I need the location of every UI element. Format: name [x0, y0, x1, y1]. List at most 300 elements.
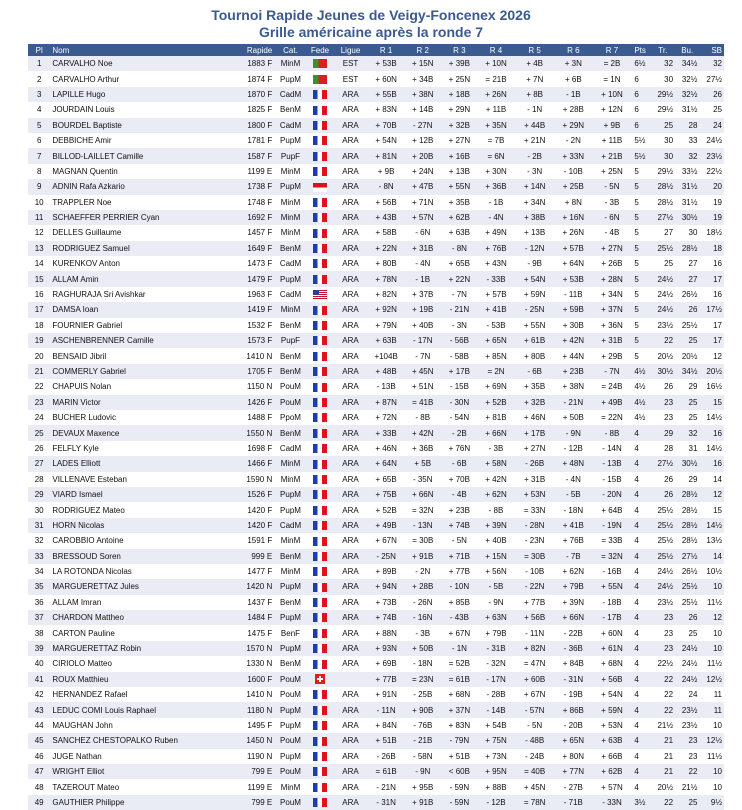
round-result-r2: - 6N — [415, 228, 431, 238]
column-header-pl[interactable]: Pl — [35, 45, 43, 55]
round-result-r4: - 3B — [488, 443, 504, 453]
category-cell: CadM — [279, 89, 302, 99]
place-cell: 39 — [34, 644, 44, 654]
rating-cell: 1420 F — [247, 505, 273, 515]
category-cell: PouM — [280, 397, 301, 407]
round-result-r5: = 78N — [523, 797, 546, 807]
round-result-r5: - 23N — [524, 536, 545, 546]
round-result-r4: + 95N — [485, 767, 507, 777]
player-name[interactable]: BILLOD-LAILLET Camille — [52, 151, 144, 161]
category-cell: PupM — [280, 505, 301, 515]
player-name[interactable]: RODRIGUEZ Samuel — [52, 243, 130, 253]
league-cell: ARA — [342, 720, 359, 730]
france-flag-icon — [313, 306, 327, 315]
sonneborn-berger-cell: 14 — [713, 474, 722, 484]
round-result-r3: - 1N — [451, 644, 467, 654]
round-result-r7: - 4B — [604, 228, 620, 238]
rating-cell: 1457 F — [247, 228, 273, 238]
table-row — [28, 749, 724, 764]
round-result-r1: + 9B — [377, 166, 395, 176]
column-header-r-5[interactable]: R 5 — [528, 45, 541, 55]
round-result-r5: + 56B — [524, 613, 546, 623]
tiebreak-tr-cell: 30½ — [657, 367, 674, 376]
table-row — [28, 610, 724, 625]
player-name[interactable]: BOURDEL Baptiste — [52, 120, 122, 130]
category-cell: PouM — [280, 767, 301, 777]
round-result-r1: + 51B — [375, 736, 397, 746]
player-name[interactable]: MAUGHAN John — [52, 720, 113, 730]
federation-cell — [307, 164, 333, 179]
points-cell: 4 — [634, 536, 639, 546]
round-result-r1: + 69B — [375, 659, 397, 669]
round-result-r5: - 28N — [524, 520, 545, 530]
place-cell: 14 — [34, 259, 44, 269]
sonneborn-berger-cell: 19 — [713, 197, 722, 207]
player-name[interactable]: LEDUC COMI Louis Raphael — [52, 705, 156, 715]
round-result-r4: + 10N — [485, 59, 507, 69]
league-cell: ARA — [342, 613, 359, 623]
place-cell: 4 — [36, 105, 42, 115]
round-result-r1: + 81N — [375, 151, 397, 161]
place-cell: 16 — [34, 290, 44, 300]
round-result-r5: + 61B — [524, 336, 546, 346]
rating-cell: 799 E — [251, 797, 273, 807]
round-result-r5: - 5N — [527, 720, 543, 730]
federation-cell — [307, 118, 333, 133]
points-cell: 5 — [634, 305, 639, 315]
points-cell: 5 — [634, 259, 639, 269]
place-cell: 48 — [34, 782, 44, 792]
category-cell: CadM — [279, 290, 302, 300]
france-flag-icon — [313, 690, 327, 699]
rating-cell: 1450 N — [246, 736, 273, 746]
player-name[interactable]: RAGHURAJA Sri Avishkar — [52, 290, 146, 300]
sonneborn-berger-cell: 15 — [713, 397, 722, 407]
round-result-r6: + 30B — [562, 320, 584, 330]
federation-cell — [307, 579, 333, 594]
column-header-r-3[interactable]: R 3 — [453, 45, 466, 55]
place-cell: 21 — [34, 367, 44, 376]
round-result-r4: + 69N — [485, 382, 507, 392]
category-cell: PupM — [280, 644, 301, 654]
rating-cell: 1330 N — [246, 659, 273, 669]
round-result-r2: - 21B — [413, 736, 433, 746]
player-name[interactable]: DEVAUX Maxence — [52, 428, 120, 438]
round-result-r3: - 54N — [449, 413, 470, 423]
column-header-bu[interactable]: Bu. — [681, 45, 694, 55]
column-header-ligue[interactable]: Ligue — [340, 45, 361, 55]
player-name[interactable]: ROUX Matthieu — [52, 674, 109, 684]
category-cell: PouM — [280, 690, 301, 700]
round-result-r6: + 57B — [562, 243, 584, 253]
rating-cell: 1738 F — [247, 182, 273, 192]
buchholz-cell: 22 — [688, 767, 698, 777]
round-result-r3: + 71B — [448, 551, 470, 561]
rating-cell: 1150 N — [247, 382, 273, 392]
player-name[interactable]: VILLENAVE Esteban — [52, 474, 127, 484]
points-cell: 4½ — [634, 382, 646, 392]
player-name[interactable]: TAZEROUT Mateo — [52, 782, 120, 792]
france-flag-icon — [313, 460, 327, 469]
federation-cell — [307, 287, 333, 302]
france-flag-icon — [313, 613, 327, 622]
round-result-r2: + 28B — [412, 582, 434, 592]
category-cell: MinM — [280, 567, 301, 577]
round-result-r1: + 65B — [375, 474, 397, 484]
player-name[interactable]: HORN Nicolas — [52, 520, 105, 530]
player-name[interactable]: CHAPUIS Nolan — [52, 382, 112, 392]
rating-cell: 1410 N — [246, 690, 273, 700]
table-row — [28, 118, 724, 133]
table-row — [28, 164, 724, 179]
column-header-r-1[interactable]: R 1 — [379, 45, 393, 55]
round-result-r2: + 20B — [412, 151, 434, 161]
place-cell: 42 — [34, 690, 44, 700]
round-result-r6: + 39N — [562, 597, 585, 607]
page-title: Tournoi Rapide Jeunes de Veigy-Foncenex 2026 — [211, 7, 531, 23]
points-cell: 4 — [634, 767, 639, 777]
round-result-r2: + 57N — [411, 213, 434, 223]
place-cell: 20 — [34, 351, 44, 361]
column-header-sb[interactable]: SB — [711, 45, 722, 55]
player-name[interactable]: CAROBBIO Antoine — [52, 536, 124, 546]
round-result-r5: + 13B — [524, 228, 546, 238]
buchholz-cell: 24 — [688, 690, 698, 700]
round-result-r7: + 25N — [601, 166, 623, 176]
player-name[interactable]: CARVALHO Arthur — [52, 74, 120, 84]
round-result-r4: + 63N — [485, 613, 507, 623]
sonneborn-berger-cell: 26 — [713, 89, 722, 99]
table-row — [28, 518, 724, 533]
round-result-r6: + 6B — [564, 74, 582, 84]
round-result-r4: - 9N — [488, 597, 504, 607]
tiebreak-tr-cell: 23 — [664, 397, 674, 407]
round-result-r7: - 3B — [604, 197, 620, 207]
buchholz-cell: 28 — [688, 120, 698, 130]
round-result-r3: + 76N — [448, 443, 471, 453]
league-cell: ARA — [342, 290, 359, 300]
rating-cell: 1649 F — [247, 243, 273, 253]
rating-cell: 1473 F — [247, 259, 273, 269]
round-result-r2: - 4N — [415, 259, 431, 269]
league-cell: ARA — [342, 597, 359, 607]
round-result-r4: + 41B — [485, 305, 507, 315]
player-name[interactable]: CARVALHO Noe — [52, 59, 113, 69]
buchholz-cell: 23½ — [681, 705, 698, 715]
usa-flag-icon — [313, 290, 327, 299]
player-name[interactable]: LA ROTONDA Nicolas — [52, 567, 132, 577]
player-name[interactable]: MARGUERETTAZ Jules — [52, 582, 139, 592]
round-result-r7: - 5N — [604, 182, 620, 192]
column-header-r-2[interactable]: R 2 — [416, 45, 429, 55]
round-result-r3: - 58B — [449, 351, 469, 361]
player-name[interactable]: RODRIGUEZ Mateo — [52, 505, 125, 515]
round-result-r2: - 58N — [412, 751, 433, 761]
player-name[interactable]: CHARDON Mattheo — [52, 613, 124, 623]
place-cell: 6 — [36, 136, 42, 146]
france-flag-icon — [313, 213, 327, 222]
round-result-r2: - 16N — [412, 613, 433, 623]
round-result-r3: - 10N — [449, 582, 470, 592]
round-result-r7: - 8B — [604, 428, 620, 438]
round-result-r1: + 22N — [375, 243, 397, 253]
column-header-r-4[interactable]: R 4 — [489, 45, 503, 55]
round-result-r5: - 9B — [527, 259, 542, 269]
round-result-r6: + 80N — [562, 751, 585, 761]
player-name[interactable]: SANCHEZ CHESTOPALKO Ruben — [52, 736, 178, 746]
round-result-r4: + 76B — [485, 243, 507, 253]
player-name[interactable]: MARGUERETTAZ Robin — [52, 644, 142, 654]
france-flag-icon — [313, 783, 327, 792]
france-flag-icon — [313, 244, 327, 253]
sonneborn-berger-cell: 9½ — [710, 797, 722, 807]
rating-cell: 1190 N — [247, 751, 273, 761]
table-row — [28, 210, 724, 225]
player-name[interactable]: DELLES Guillaume — [52, 228, 122, 238]
rating-cell: 1591 F — [247, 536, 273, 546]
table-row — [28, 549, 724, 564]
player-name[interactable]: FELFLY Kyle — [52, 443, 99, 453]
table-row — [28, 687, 724, 702]
tiebreak-tr-cell: 29½ — [657, 105, 674, 115]
round-result-r3: + 27N — [448, 136, 471, 146]
sonneborn-berger-cell: 23½ — [706, 151, 722, 161]
table-row — [28, 533, 724, 548]
round-result-r7: - 17B — [602, 613, 622, 623]
rating-cell: 1484 F — [247, 613, 273, 623]
place-cell: 19 — [34, 336, 44, 346]
column-header-fede[interactable]: Fede — [310, 45, 330, 55]
player-name[interactable]: LADES Elliott — [52, 459, 101, 469]
rating-cell: 1800 F — [247, 120, 273, 130]
tiebreak-tr-cell: 23½ — [657, 320, 674, 330]
round-result-r4: + 57B — [485, 290, 507, 300]
player-name[interactable]: CARTON Pauline — [52, 628, 115, 638]
category-cell: MinM — [280, 228, 301, 238]
place-cell: 7 — [36, 151, 42, 161]
points-cell: 4 — [634, 690, 639, 700]
player-name[interactable]: SCHAEFFER PERRIER Cyan — [52, 213, 160, 223]
points-cell: 4 — [634, 705, 639, 715]
round-result-r1: + 72N — [375, 413, 397, 423]
round-result-r7: + 60N — [601, 628, 623, 638]
federation-cell — [307, 702, 333, 717]
points-cell: 3½ — [634, 797, 646, 807]
player-name[interactable]: MARIN Victor — [52, 397, 101, 407]
player-name[interactable]: HERNANDEZ Rafael — [52, 690, 128, 700]
federation-cell — [307, 364, 333, 379]
buchholz-cell: 21½ — [681, 782, 698, 792]
round-result-r2: - 76B — [413, 720, 433, 730]
round-result-r3: + 25N — [448, 74, 471, 84]
round-result-r3: + 62B — [448, 213, 470, 223]
league-cell: ARA — [342, 628, 359, 638]
place-cell: 24 — [34, 413, 44, 423]
sonneborn-berger-cell: 24 — [713, 120, 722, 130]
sonneborn-berger-cell: 27½ — [706, 74, 722, 84]
table-row — [28, 625, 724, 640]
round-result-r1: + 84N — [375, 720, 397, 730]
table-row — [28, 595, 724, 610]
sonneborn-berger-cell: 14½ — [706, 413, 722, 423]
round-result-r1: + 64N — [375, 459, 397, 469]
rating-cell: 1590 N — [246, 474, 273, 484]
round-result-r7: + 68N — [601, 659, 623, 669]
rating-cell: 1199 E — [247, 782, 273, 792]
buchholz-cell: 23 — [688, 751, 698, 761]
round-result-r6: + 64N — [562, 259, 585, 269]
place-cell: 22 — [34, 382, 44, 392]
round-result-r4: - 14B — [486, 705, 506, 715]
round-result-r5: = 30B — [524, 551, 546, 561]
federation-cell — [307, 672, 333, 687]
round-result-r1: + 60N — [375, 74, 397, 84]
round-result-r6: - 31N — [563, 674, 584, 684]
points-cell: 4 — [634, 428, 639, 438]
tiebreak-tr-cell: 24½ — [657, 582, 674, 592]
round-result-r7: - 19N — [602, 520, 622, 530]
round-result-r1: + 80B — [375, 259, 397, 269]
column-header-nom[interactable]: Nom — [52, 45, 70, 55]
place-cell: 40 — [34, 659, 44, 669]
sonneborn-berger-cell: 12 — [713, 613, 722, 623]
france-flag-icon — [313, 383, 327, 392]
category-cell: PupM — [280, 274, 301, 284]
player-name[interactable]: ALLAM Amin — [52, 274, 99, 284]
round-result-r7: + 66B — [601, 751, 623, 761]
sonneborn-berger-cell: 17 — [713, 336, 722, 346]
sonneborn-berger-cell: 20 — [713, 182, 722, 192]
table-row — [28, 241, 724, 256]
player-name[interactable]: ALLAM Imran — [52, 597, 102, 607]
round-result-r4: + 40B — [485, 536, 507, 546]
round-result-r6: + 29N — [562, 120, 585, 130]
rating-cell: 1570 N — [246, 644, 273, 654]
federation-cell — [307, 133, 333, 148]
tiebreak-tr-cell: 25½ — [657, 536, 674, 546]
points-cell: 4 — [634, 659, 639, 669]
round-result-r5: - 6B — [527, 367, 542, 376]
category-cell: BenM — [280, 551, 301, 561]
buchholz-cell: 32 — [688, 151, 698, 161]
round-result-r4: + 52B — [485, 397, 507, 407]
round-result-r5: + 4B — [526, 59, 543, 69]
round-result-r7: + 28N — [601, 274, 623, 284]
player-name[interactable]: VIARD Ismael — [52, 490, 103, 500]
tiebreak-tr-cell: 22 — [664, 705, 674, 715]
category-cell: PupM — [280, 74, 301, 84]
page-subtitle: Grille américaine après la ronde 7 — [258, 24, 484, 40]
column-header-r-6[interactable]: R 6 — [567, 45, 580, 55]
column-header-r-7[interactable]: R 7 — [605, 45, 619, 55]
federation-cell — [307, 225, 333, 240]
federation-cell — [307, 472, 333, 487]
league-cell: EST — [342, 74, 359, 84]
table-row — [28, 133, 724, 148]
buchholz-cell: 31½ — [681, 182, 698, 192]
column-header-tr[interactable]: Tr. — [658, 45, 668, 55]
round-result-r6: - 4N — [565, 474, 581, 484]
column-header-cat[interactable]: Cat. — [283, 45, 298, 55]
column-header-rapide[interactable]: Rapide — [246, 45, 273, 55]
player-name[interactable]: TRAPPLER Noe — [52, 197, 112, 207]
round-result-r7: + 21B — [601, 151, 623, 161]
france-flag-icon — [313, 521, 327, 530]
round-result-r3: - 21N — [449, 305, 470, 315]
round-result-r3: - 30N — [449, 397, 470, 407]
player-name[interactable]: BENSAID Jibril — [52, 351, 107, 361]
round-result-r1: + 46N — [375, 443, 397, 453]
federation-cell — [307, 271, 333, 286]
category-cell: MinM — [280, 59, 301, 69]
player-name[interactable]: JOURDAIN Louis — [52, 105, 115, 115]
round-result-r4: + 66N — [485, 428, 507, 438]
round-result-r3: + 23B — [448, 505, 470, 515]
column-header-pts[interactable]: Pts — [634, 45, 646, 55]
place-cell: 3 — [36, 89, 42, 99]
round-result-r3: + 13B — [448, 166, 470, 176]
table-row — [28, 287, 724, 302]
league-cell: ARA — [342, 659, 359, 669]
league-cell: ARA — [342, 320, 359, 330]
category-cell: PupM — [280, 582, 301, 592]
table-row — [28, 779, 724, 794]
place-cell: 31 — [34, 520, 44, 530]
federation-cell — [307, 210, 333, 225]
round-result-r3: + 70B — [448, 474, 470, 484]
player-name[interactable]: FOURNIER Gabriel — [52, 320, 123, 330]
buchholz-cell: 29 — [688, 474, 698, 484]
category-cell: BenM — [280, 320, 301, 330]
buchholz-cell: 23 — [688, 736, 698, 746]
round-result-r2: = 41B — [412, 397, 434, 407]
player-name[interactable]: MAGNAN Quentin — [52, 166, 118, 176]
player-name[interactable]: LAPILLE Hugo — [52, 89, 106, 99]
points-cell: 5 — [634, 213, 639, 223]
player-name[interactable]: BUCHER Ludovic — [52, 413, 116, 423]
category-cell: CadM — [279, 259, 302, 269]
player-name[interactable]: DAMSA Ioan — [52, 305, 99, 315]
points-cell: 6 — [634, 74, 639, 84]
federation-cell — [307, 395, 333, 410]
round-result-r7: + 54N — [601, 690, 623, 700]
buchholz-cell: 33 — [688, 136, 698, 146]
player-name[interactable]: ASCHENBRENNER Camille — [52, 336, 154, 346]
player-name[interactable]: WRIGHT Elliot — [52, 767, 105, 777]
category-cell: BenM — [280, 428, 301, 438]
category-cell: MinM — [280, 197, 301, 207]
tiebreak-tr-cell: 26 — [664, 474, 674, 484]
player-name[interactable]: COMMERLY Gabriel — [52, 367, 126, 376]
points-cell: 4 — [634, 520, 639, 530]
sonneborn-berger-cell: 14½ — [706, 443, 722, 453]
player-name[interactable]: ADNIN Rafa Azkario — [52, 182, 125, 192]
indonesia-flag-icon — [313, 183, 327, 192]
rating-cell: 1477 F — [247, 567, 273, 577]
category-cell: BenF — [280, 628, 301, 638]
player-name[interactable]: KURENKOV Anton — [52, 259, 120, 269]
round-result-r4: - 31B — [486, 644, 506, 654]
player-name[interactable]: DEBBICHE Amir — [52, 136, 112, 146]
tiebreak-tr-cell: 21½ — [657, 720, 674, 730]
player-name[interactable]: GAUTHIER Philippe — [52, 797, 125, 807]
player-name[interactable]: CIRIOLO Matteo — [52, 659, 112, 669]
round-result-r6: + 8N — [564, 197, 582, 207]
player-name[interactable]: BRESSOUD Soren — [52, 551, 121, 561]
sonneborn-berger-cell: 11½ — [707, 659, 722, 669]
player-name[interactable]: JUGE Nathan — [52, 751, 102, 761]
place-cell: 8 — [36, 166, 42, 176]
